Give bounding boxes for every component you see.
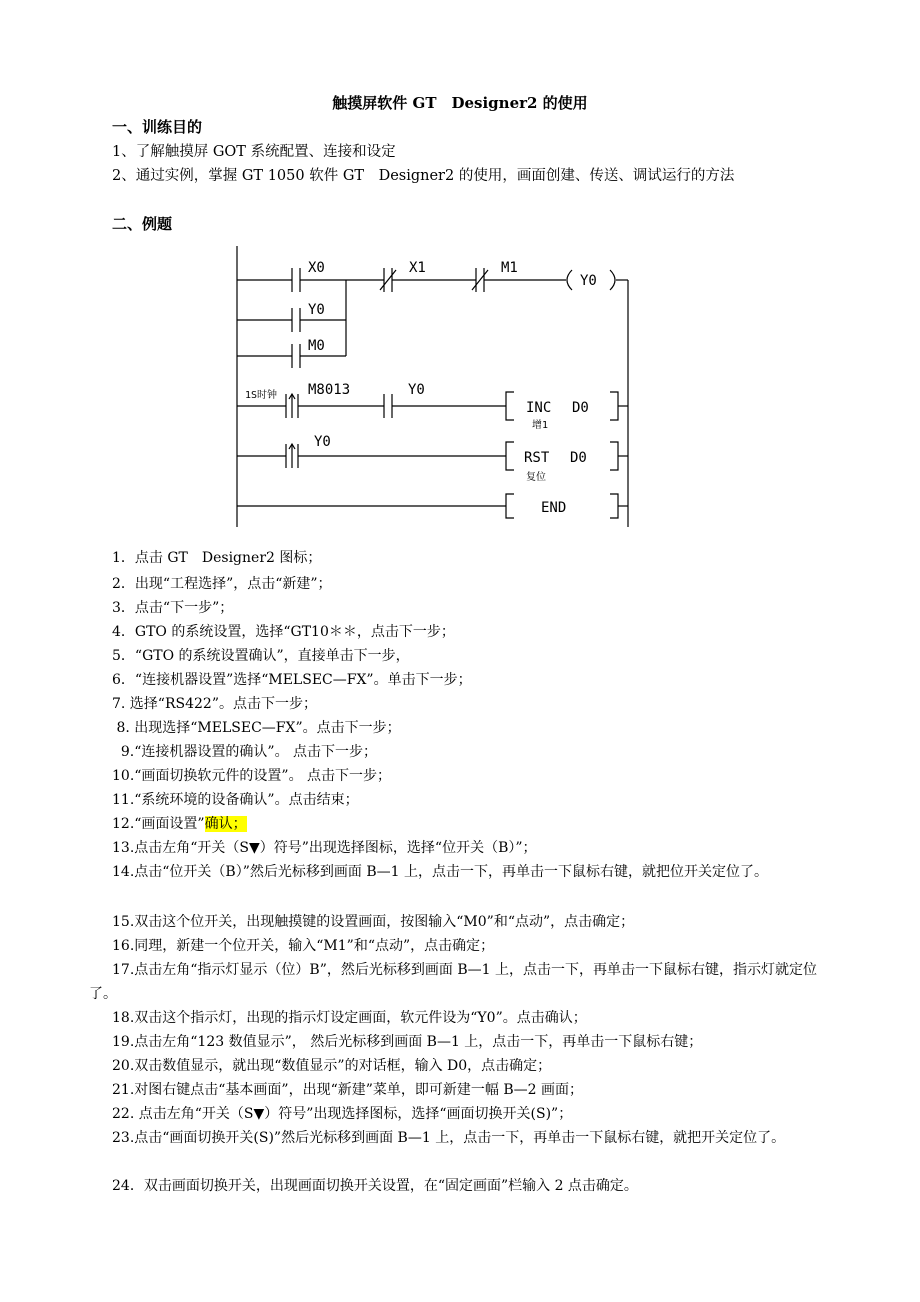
contact-y0-rung3-label: Y0 (314, 434, 331, 450)
step-7: 7. 选择“RS422”。点击下一步； (112, 696, 317, 712)
contact-y0-seal-label: Y0 (308, 302, 325, 318)
document-title: 触摸屏软件 GT Designer2 的使用 (332, 94, 588, 112)
step-5: 5．“GTO 的系统设置确认”，直接单击下一步， (112, 648, 410, 664)
contact-x0-label: X0 (308, 260, 325, 276)
contact-m0-label: M0 (308, 338, 325, 354)
step-9: 9.“连接机器设置的确认”。 点击下一步； (112, 744, 378, 760)
contact-x1-label: X1 (409, 260, 426, 276)
rst-note: 复位 (526, 472, 546, 483)
step-24: 24．双击画面切换开关，出现画面切换开关设置，在“固定画面”栏输入 2 点击确定。 (112, 1178, 638, 1194)
step-2: 2．出现“工程选择”，点击“新建”； (112, 576, 332, 592)
step-6: 6．“连接机器设置”选择“MELSEC—FX”。单击下一步； (112, 672, 472, 688)
step-23: 23.点击“画面切换开关(S)”然后光标移到画面 B—1 上，点击一下，再单击一下鼠标右键，就把开关定位了。 (112, 1130, 786, 1146)
contact-m1-label: M1 (501, 260, 518, 276)
step-12 (112, 812, 842, 836)
step-1: 1．点击 GT Designer2 图标； (112, 550, 322, 566)
step-21: 21.对图右键点击“基本画面”，出现“新建”菜单，即可新建一幅 B—2 画面； (112, 1082, 583, 1098)
rst-instruction: RST (524, 450, 550, 466)
step-11: 11.“系统环境的设备确认”。点击结束； (112, 792, 359, 808)
step-8: 8. 出现选择“MELSEC—FX”。点击下一步； (112, 720, 401, 736)
step-13: 13.点击左角“开关（S▼）符号”出现选择图标，选择“位开关（B）”； (112, 840, 537, 856)
highlight-confirm: 确认； (204, 816, 247, 832)
step-3: 3．点击“下一步”； (112, 600, 234, 616)
rst-operand: D0 (570, 450, 587, 466)
step-14: 14.点击“位开关（B）”然后光标移到画面 B—1 上，点击一下，再单击一下鼠标右键，就把位开关定位了。 (112, 864, 768, 880)
step-12-text: 12.“画面设置” (112, 816, 205, 832)
step-20: 20.双击数值显示，就出现“数值显示”的对话框，输入 D0，点击确定； (112, 1058, 552, 1074)
end-instruction: END (541, 500, 567, 516)
objective-item-1: 1、了解触摸屏 GOT 系统配置、连接和设定 (112, 144, 396, 160)
section-heading-example: 二、例题 (112, 215, 173, 233)
clock-label: 1S时钟 (245, 390, 278, 401)
step-18: 18.双击这个指示灯，出现的指示灯设定画面，软元件设为“Y0”。点击确认； (112, 1010, 587, 1026)
step-10: 10.“画面切换软元件的设置”。 点击下一步； (112, 768, 392, 784)
contact-y0-rung2-label: Y0 (408, 382, 425, 398)
contact-m8013-label: M8013 (308, 382, 351, 398)
step-19: 19.点击左角“123 数值显示”， 然后光标移到画面 B—1 上，点击一下，再单击一下鼠标右键； (112, 1034, 703, 1050)
step-22: 22. 点击左角“开关（S▼）符号”出现选择图标，选择“画面切换开关(S)”； (112, 1106, 573, 1122)
ladder-diagram (228, 242, 636, 532)
step-16: 16.同理，新建一个位开关，输入“M1”和“点动”，点击确定； (112, 938, 495, 954)
coil-y0-label: Y0 (580, 273, 597, 289)
objective-item-2: 2、通过实例，掌握 GT 1050 软件 GT Designer2 的使用，画面创建、传送、调试运行的方法 (112, 168, 735, 184)
section-heading-objectives: 一、训练目的 (112, 118, 203, 136)
inc-operand: D0 (572, 400, 589, 416)
step-15: 15.双击这个位开关，出现触摸键的设置画面，按图输入“M0”和“点动”，点击确定； (112, 914, 635, 930)
step-17: 17.点击左角“指示灯显示（位）B”，然后光标移到画面 B—1 上，点击一下，再单击一下鼠标右键，指示灯就定位了。 (89, 962, 817, 1002)
inc-note: 增1 (532, 420, 549, 431)
step-4: 4．GTO 的系统设置，选择“GT10＊＊，点击下一步； (112, 624, 455, 640)
inc-instruction: INC (526, 400, 552, 416)
